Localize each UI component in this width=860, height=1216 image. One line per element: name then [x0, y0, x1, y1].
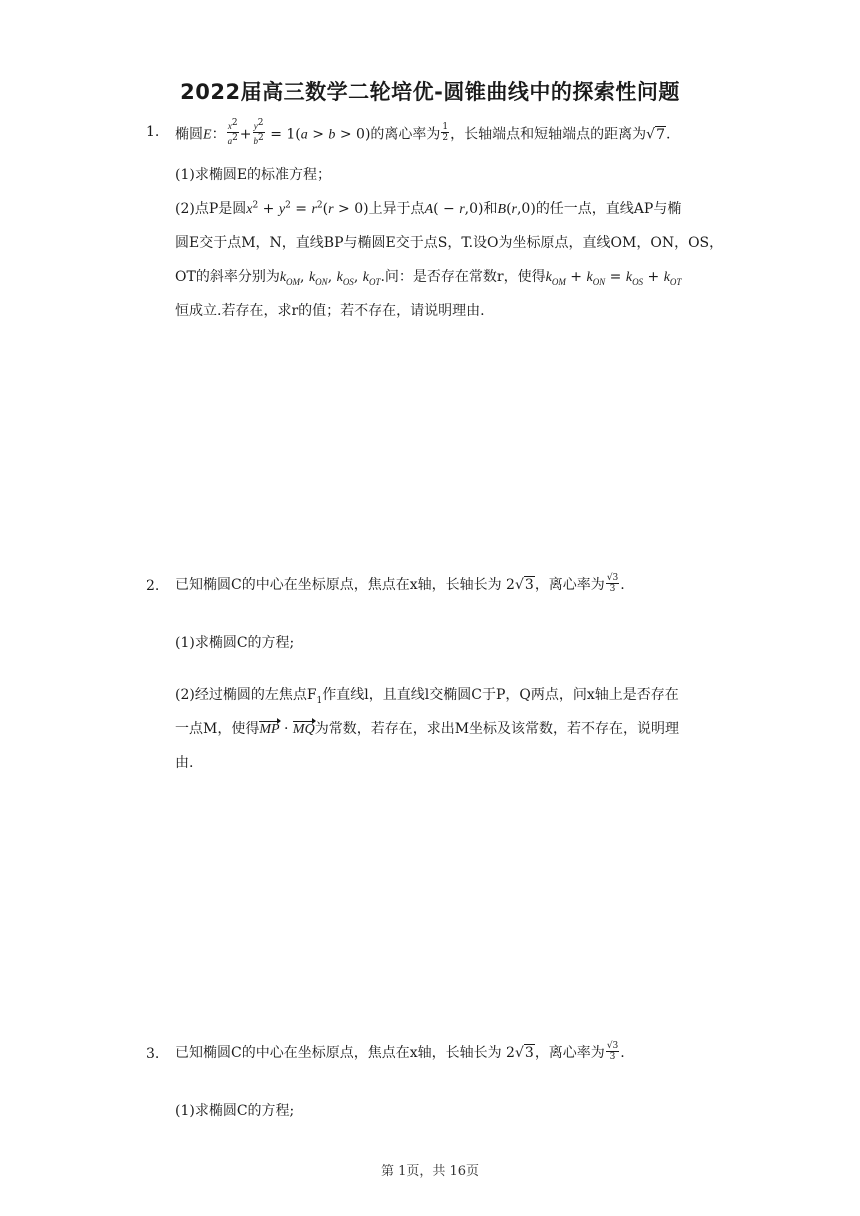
question-1-line-1: 椭圆E： $\frac{x^2}{a^2}$ + $\frac{y^2}{b^2}$ = 1(a > b > 0)的离心率为 $\frac{1}{2}$ ，长轴端点和短轴端点的距离为√7. [175, 118, 671, 146]
question-2-part-2-line-1: (2)经过椭圆的左焦点$F_1$作直线l，且直线l交椭圆C于P，Q两点，问x轴上是否存在 [175, 687, 679, 706]
question-1-part-2-line-1: (2)点P是圆$x^2 + y^2 = r^2(r > 0)$上异于点A( − r,0)和B(r,0)的任一点，直线AP与椭 [175, 200, 682, 217]
fraction: $\frac{x^2}{a^2}$ [227, 118, 238, 146]
question-1-part-1: (1)求椭圆E的标准方程； [175, 167, 332, 183]
question-number: 3. [146, 1046, 160, 1062]
question-number: 1. [146, 124, 160, 140]
question-3-line-1: 已知椭圆C的中心在坐标原点，焦点在x轴，长轴长为 2√3，离心率为 $\frac{√3}{3}$ . [175, 1040, 625, 1062]
vector-mq: MQ [292, 722, 315, 737]
page-title: 2022届高三数学二轮培优-圆锥曲线中的探索性问题 [180, 80, 680, 104]
fraction: $\frac{√3}{3}$ [606, 572, 619, 594]
question-2-part-1: (1)求椭圆C的方程; [175, 635, 295, 651]
question-1-part-2-line-2: 圆E交于点M，N，直线BP与椭圆E交于点S，T.设O为坐标原点，直线OM，ON，OS， [175, 235, 724, 251]
fraction: $\frac{1}{2}$ [442, 122, 449, 143]
question-2-part-2-line-2: 一点M，使得MP · MQ为常数，若存在，求出M坐标及该常数，若不存在，说明理 [175, 721, 680, 737]
fraction: $\frac{y^2}{b^2}$ [253, 118, 264, 146]
fraction: $\frac{√3}{3}$ [606, 1040, 619, 1062]
question-2-part-2-line-3: 由. [175, 755, 194, 771]
question-number: 2. [146, 578, 160, 594]
question-2-line-1: 已知椭圆C的中心在坐标原点，焦点在x轴，长轴长为 2√3，离心率为 $\frac{√3}{3}$ . [175, 572, 625, 594]
question-1-part-2-line-3: OT的斜率分别为$k_{OM}$, $k_{ON}$, $k_{OS}$, $k_{OT}$.问：是否存在常数r，使得$k_{OM} + k_{ON} = k_{OS} + k_{OT}$ [175, 269, 682, 287]
question-3-part-1: (1)求椭圆C的方程; [175, 1103, 295, 1119]
page-footer: 第 1页，共 16页 [380, 1164, 480, 1179]
question-1-part-2-line-4: 恒成立.若存在，求r的值；若不存在，请说明理由. [175, 303, 485, 319]
vector-mp: MP [259, 722, 280, 737]
